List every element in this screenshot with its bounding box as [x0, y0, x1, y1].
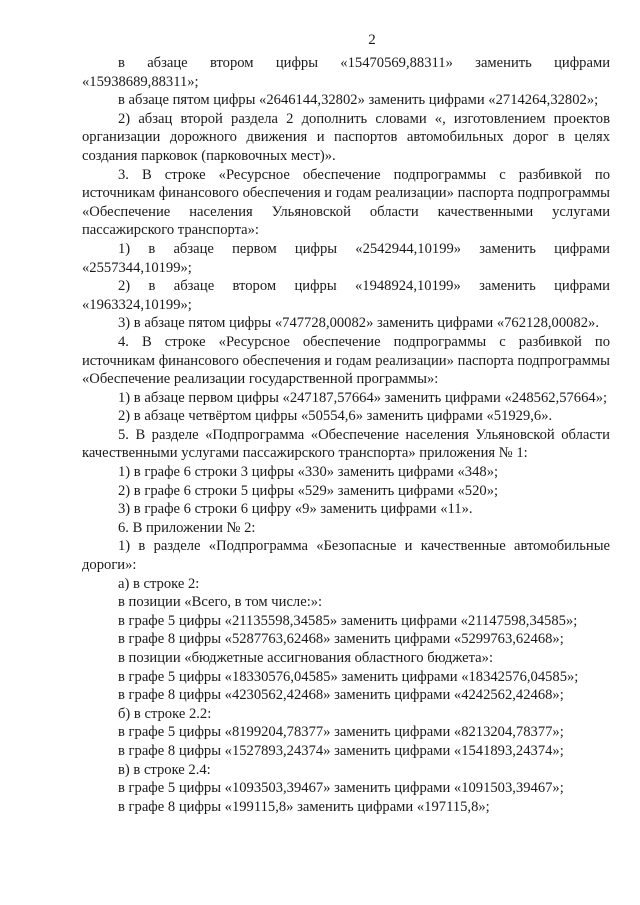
- paragraph-3: 2) абзац второй раздела 2 дополнить словами «, изготовлением проектов организации дорожного движения и паспортов автомобильных дорог в целях создания парковок (парковочных мест)».: [82, 110, 610, 164]
- paragraph-22: в графе 5 цифры «18330576,04585» заменить цифрами «18342576,04585»;: [118, 668, 579, 685]
- paragraph-4: 3. В строке «Ресурсное обеспечение подпрограммы с разбивкой по источникам финансового обеспечения и годам реализации» паспорта подпрограммы «Обеспечение населения Ульяновской области качественными услугами пассажирского транспорта»:: [82, 166, 610, 239]
- paragraph-29: в графе 8 цифры «199115,8» заменить цифрами «197115,8»;: [118, 798, 490, 815]
- paragraph-16: 1) в разделе «Подпрограмма «Безопасные и качественные автомобильные дороги»:: [82, 538, 610, 574]
- paragraph-11: 5. В разделе «Подпрограмма «Обеспечение населения Ульяновской области качественными услугами пассажирского транспорта» приложения № 1:: [82, 426, 610, 462]
- paragraph-10: 2) в абзаце четвёртом цифры «50554,6» заменить цифрами «51929,6».: [118, 408, 553, 425]
- paragraph-8: 4. В строке «Ресурсное обеспечение подпрограммы с разбивкой по источникам финансового обеспечения и годам реализации» паспорта подпрограммы «Обеспечение реализации государственной программы»:: [82, 333, 610, 388]
- paragraph-12: 1) в графе 6 строки 3 цифры «330» заменить цифрами «348»;: [118, 464, 499, 481]
- paragraph-7: 3) в абзаце пятом цифры «747728,00082» заменить цифрами «762128,00082».: [118, 315, 599, 332]
- paragraph-28: в графе 5 цифры «1093503,39467» заменить цифрами «1091503,39467»;: [118, 780, 564, 797]
- paragraph-21: в позиции «бюджетные ассигнования областного бюджета»:: [118, 650, 493, 666]
- paragraph-2: в абзаце пятом цифры «2646144,32802» заменить цифрами «2714264,32802»;: [118, 92, 599, 109]
- paragraph-23: в графе 8 цифры «4230562,42468» заменить цифрами «4242562,42468»;: [118, 687, 564, 704]
- paragraph-14: 3) в графе 6 строки 6 цифру «9» заменить цифрами «11».: [118, 501, 473, 518]
- paragraph-6: 2) в абзаце втором цифры «1948924,10199» заменить цифрами «1963324,10199»;: [82, 278, 610, 313]
- paragraph-20: в графе 8 цифры «5287763,62468» заменить цифрами «5299763,62468»;: [118, 631, 564, 648]
- paragraph-15: 6. В приложении № 2:: [118, 519, 256, 536]
- paragraph-1: в абзаце втором цифры «15470569,88311» заменить цифрами «15938689,88311»;: [82, 55, 610, 90]
- paragraph-18: в позиции «Всего, в том числе:»:: [118, 594, 323, 611]
- paragraph-26: в графе 8 цифры «1527893,24374» заменить цифрами «1541893,24374»;: [118, 742, 564, 759]
- paragraph-17: а) в строке 2:: [118, 575, 200, 592]
- paragraph-9: 1) в абзаце первом цифры «247187,57664» заменить цифрами «248562,57664»;: [118, 389, 608, 406]
- document-body: [82, 54, 610, 816]
- paragraph-19: в графе 5 цифры «21135598,34585» заменить цифрами «21147598,34585»;: [118, 612, 578, 629]
- paragraph-25: в графе 5 цифры «8199204,78377» заменить цифрами «8213204,78377»;: [118, 724, 564, 741]
- page-number: 2: [368, 32, 376, 48]
- paragraph-24: б) в строке 2.2:: [118, 705, 212, 722]
- paragraph-5: 1) в абзаце первом цифры «2542944,10199» заменить цифрами «2557344,10199»;: [82, 240, 610, 276]
- paragraph-13: 2) в графе 6 строки 5 цифры «529» заменить цифрами «520»;: [118, 482, 499, 499]
- paragraph-27: в) в строке 2.4:: [118, 761, 211, 778]
